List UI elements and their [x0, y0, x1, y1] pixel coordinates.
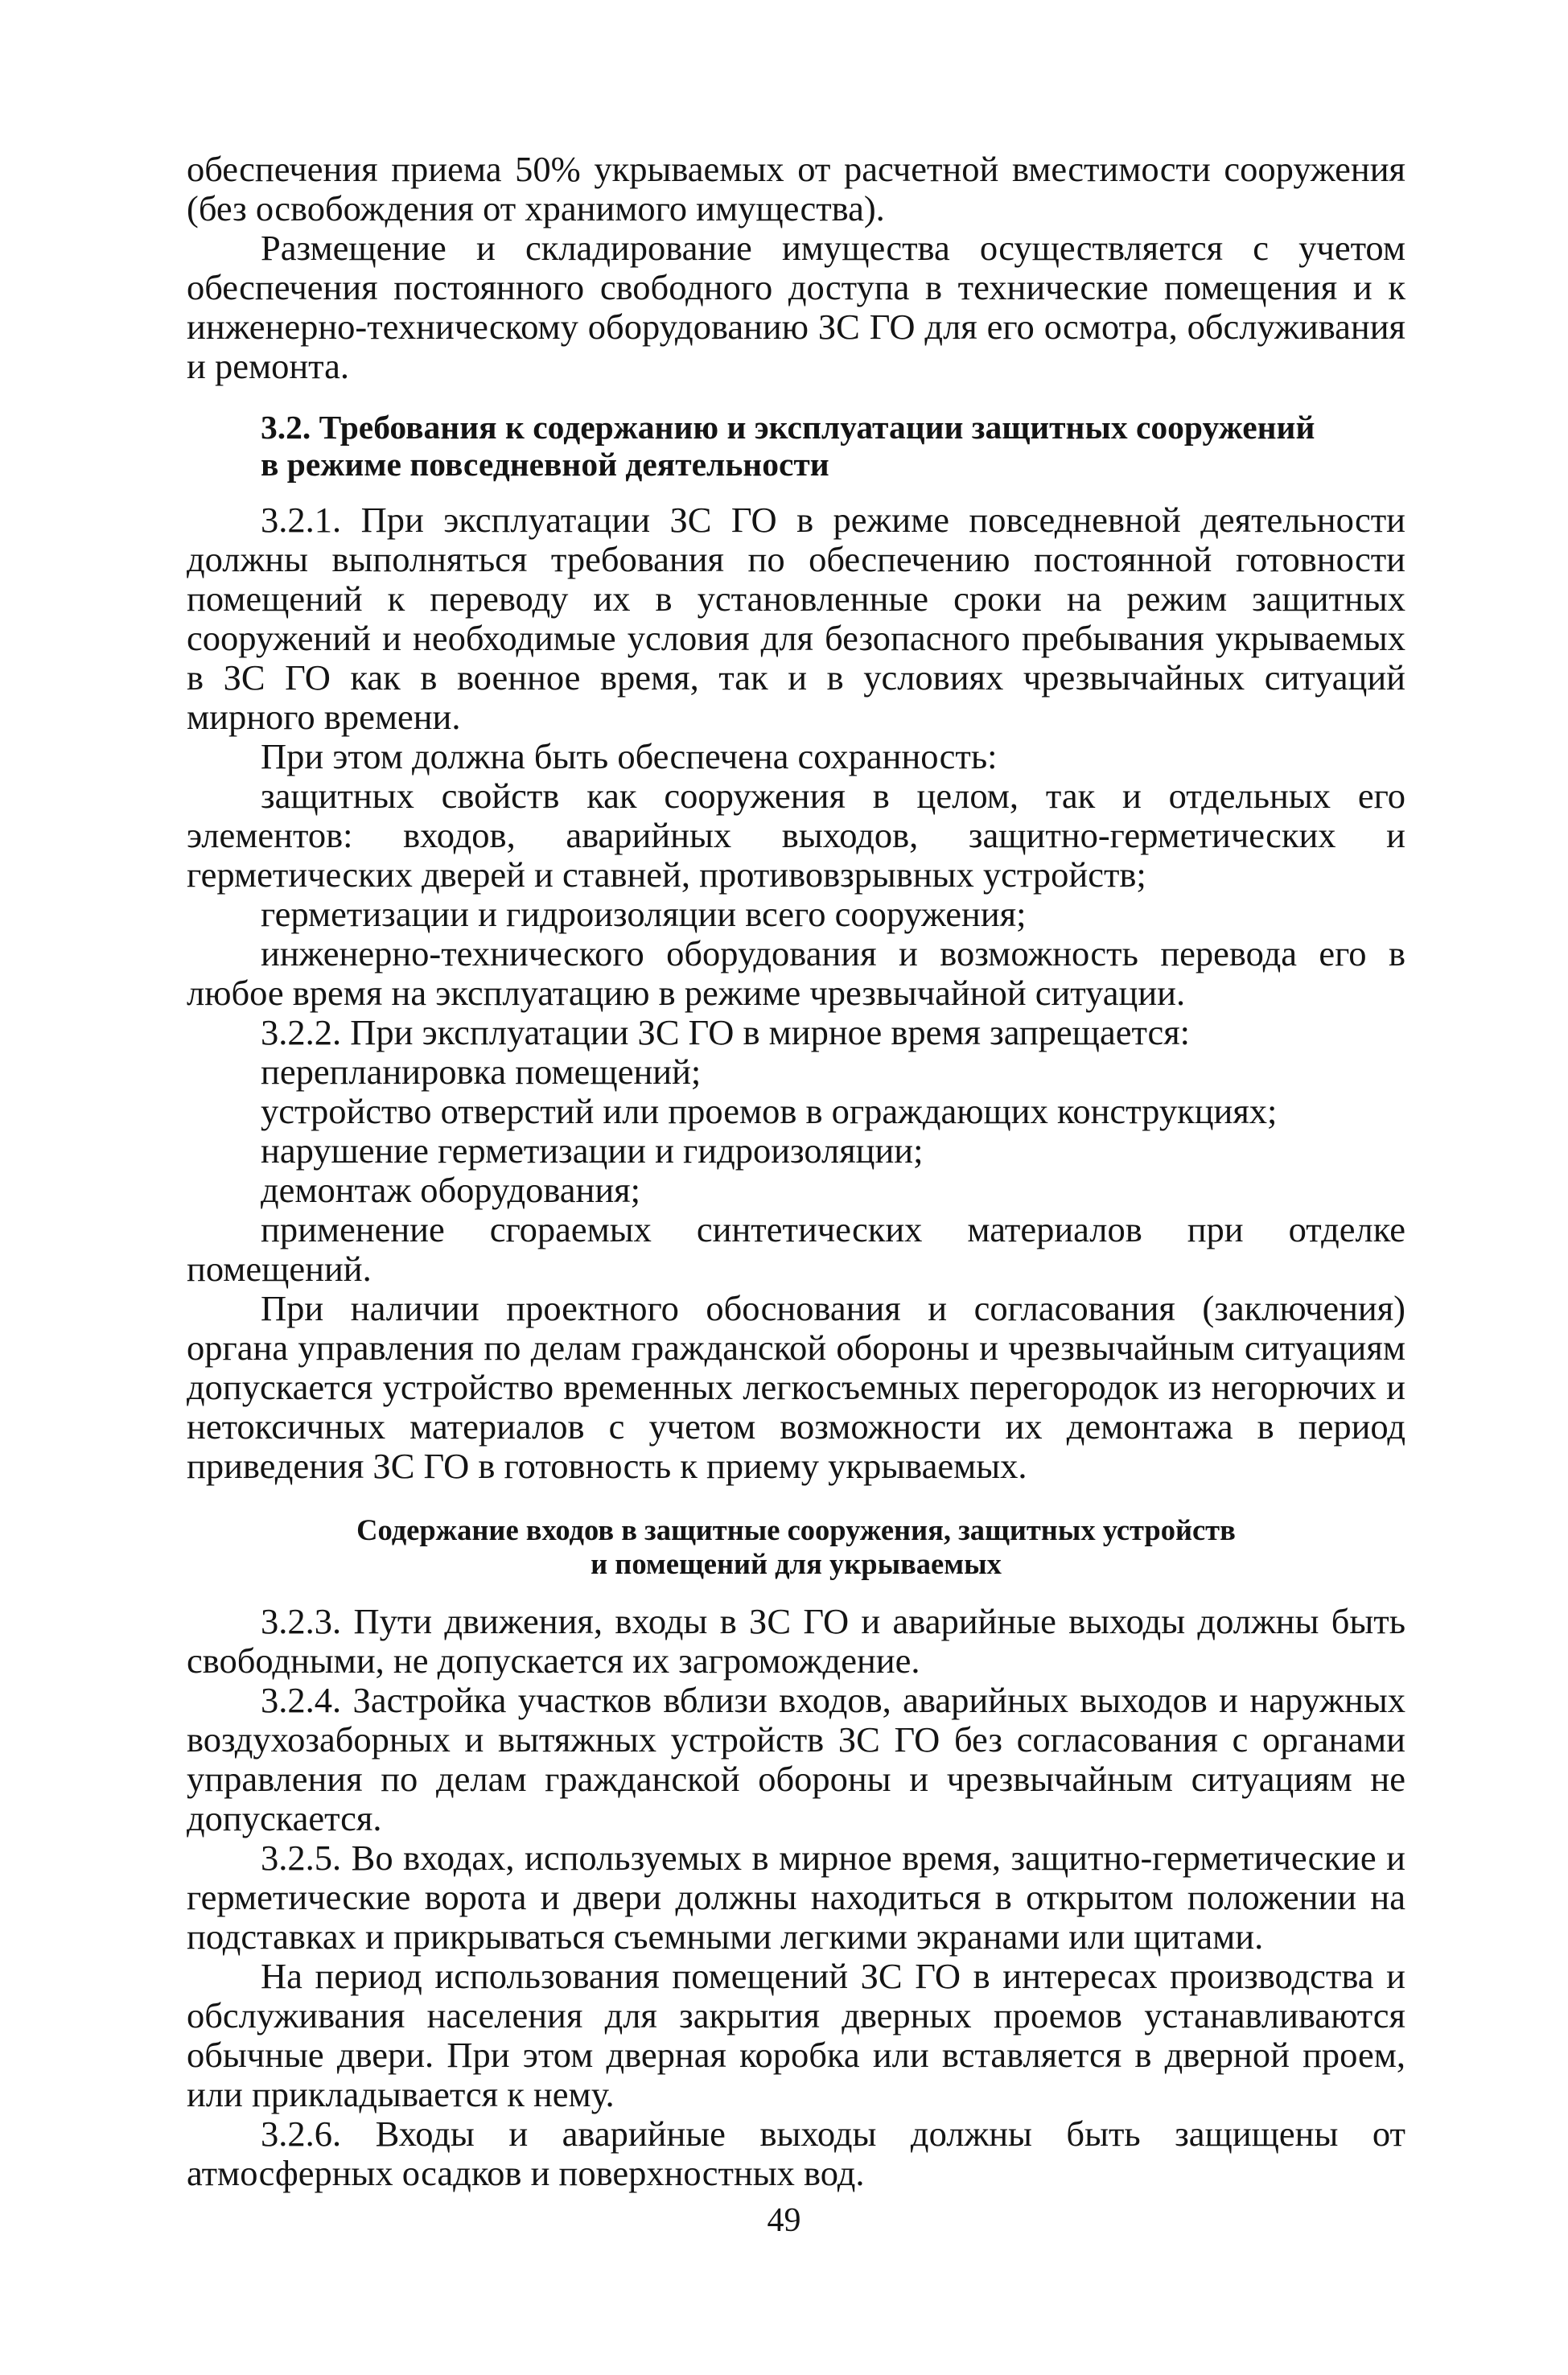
safety-item: защитных свойств как сооружения в целом, так и отдельных его элементов: входов, аварийных выходов, защитно-герметических и герметических дверей и ставней, противовзрывных устройств;	[187, 776, 1405, 895]
safety-intro: При этом должна быть обеспечена сохранность:	[261, 736, 998, 776]
clause-3-2-6: 3.2.6. Входы и аварийные выходы должны быть защищены от атмосферных осадков и поверхностных вод.	[187, 2114, 1405, 2193]
prohibited-item: устройство отверстий или проемов в ограждающих конструкциях;	[261, 1091, 1278, 1131]
section-heading-line-2: в режиме повседневной деятельности	[261, 446, 829, 483]
document-page	[187, 150, 1405, 2193]
paragraph-partitions: При наличии проектного обоснования и согласования (заключения) органа управления по делам гражданской обороны и чрезвычайным ситуациям допускается устройство временных легкосъемных перегородок из негорючих и нетоксичных материалов с учетом возможности их демонтажа в период приведения ЗС ГО в готовность к приему укрываемых.	[187, 1288, 1405, 1486]
subsection-heading-line-2: и помещений для укрываемых	[591, 1547, 1002, 1580]
prohibited-item: применение сгораемых синтетических материалов при отделке помещений.	[187, 1209, 1405, 1289]
clause-3-2-1: 3.2.1. При эксплуатации ЗС ГО в режиме повседневной деятельности должны выполняться требования по обеспечению постоянной готовности помещений к переводу их в установленные сроки на режим защитных сооружений и необходимые условия для безопасного пребывания укрываемых в ЗС ГО как в военное время, так и в условиях чрезвычайных ситуаций мирного времени.	[187, 500, 1405, 737]
clause-3-2-3: 3.2.3. Пути движения, входы в ЗС ГО и аварийные выходы должны быть свободными, не допускается их загромождение.	[187, 1601, 1405, 1681]
safety-item: инженерно-технического оборудования и возможность перевода его в любое время на эксплуатацию в режиме чрезвычайной ситуации.	[187, 933, 1405, 1013]
prohibited-item: нарушение герметизации и гидроизоляции;	[261, 1130, 924, 1171]
clause-3-2-5: 3.2.5. Во входах, используемых в мирное время, защитно-герметические и герметические ворота и двери должны находиться в открытом положении на подставках и прикрываться съемными легкими экранами или щитами.	[187, 1838, 1405, 1957]
paragraph-doors: На период использования помещений ЗС ГО в интересах производства и обслуживания населения для закрытия дверных проемов устанавливаются обычные двери. При этом дверная коробка или вставляется в дверной проем, или прикладывается к нему.	[187, 1956, 1405, 2114]
subsection-heading-line-1: Содержание входов в защитные сооружения, защитных устройств	[356, 1513, 1236, 1546]
subsection-heading	[187, 1513, 1405, 1581]
clause-3-2-2: 3.2.2. При эксплуатации ЗС ГО в мирное время запрещается:	[261, 1012, 1191, 1052]
safety-item: герметизации и гидроизоляции всего сооружения;	[261, 894, 1027, 934]
clause-3-2-4: 3.2.4. Застройка участков вблизи входов, аварийных выходов и наружных воздухозаборных и вытяжных устройств ЗС ГО без согласования с органами управления по делам гражданской обороны и чрезвычайным ситуациям не допускается.	[187, 1680, 1405, 1838]
section-heading-line-1: 3.2. Требования к содержанию и эксплуатации защитных сооружений	[261, 409, 1315, 446]
paragraph-storage: Размещение и складирование имущества осуществляется с учетом обеспечения постоянного свободного доступа в технические помещения и к инженерно-техническому оборудованию ЗС ГО для его осмотра, обслуживания и ремонта.	[187, 228, 1405, 386]
section-heading-3-2	[261, 409, 1405, 483]
page-number: 49	[767, 2202, 801, 2239]
paragraph-capacity: обеспечения приема 50% укрываемых от расчетной вместимости сооружения (без освобождения от хранимого имущества).	[187, 149, 1405, 228]
prohibited-item: перепланировка помещений;	[261, 1052, 702, 1092]
prohibited-item: демонтаж оборудования;	[261, 1170, 641, 1210]
